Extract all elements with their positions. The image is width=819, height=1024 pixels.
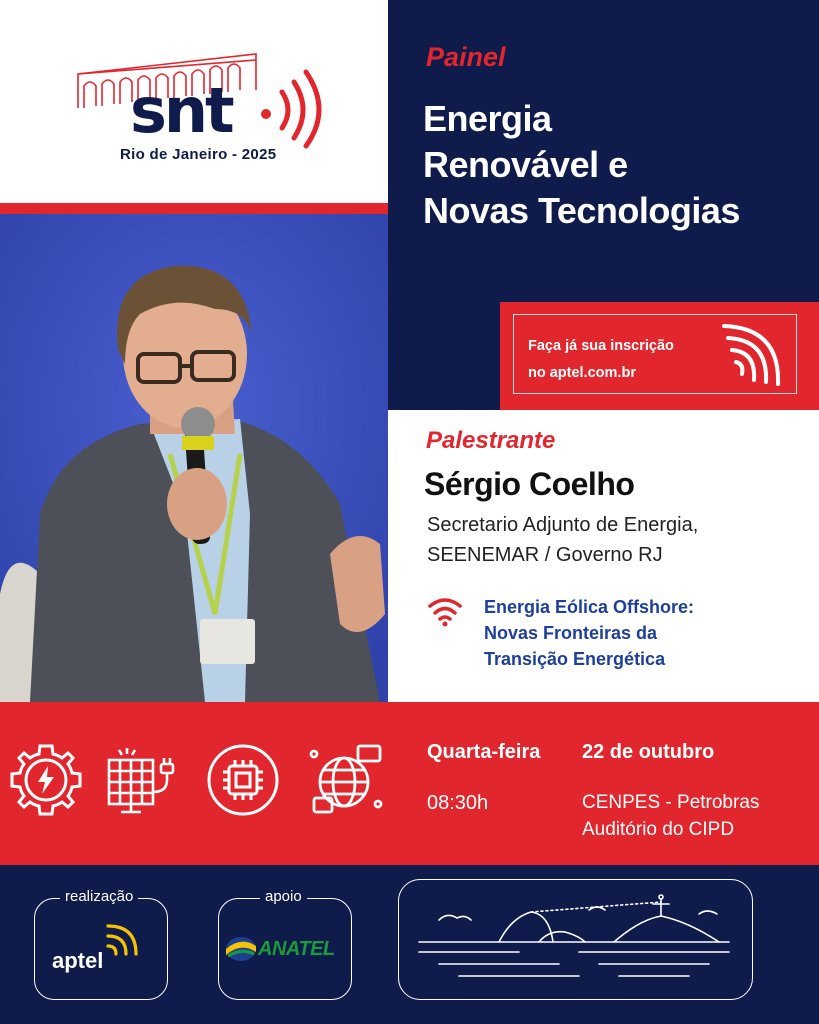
event-date: 22 de outubro bbox=[582, 741, 715, 763]
logo-subtitle: Rio de Janeiro - 2025 bbox=[120, 146, 277, 163]
role-line: SEENEMAR / Governo RJ bbox=[427, 544, 663, 566]
title-line: Energia bbox=[423, 98, 552, 139]
globe-devices-icon bbox=[308, 742, 384, 818]
title-line: Novas Tecnologias bbox=[423, 190, 740, 231]
cta-link[interactable]: no aptel.com.br bbox=[528, 365, 636, 381]
aptel-logo[interactable]: aptel bbox=[52, 948, 104, 973]
event-venue bbox=[582, 789, 759, 843]
anatel-emblem-icon bbox=[224, 934, 258, 964]
venue-line: CENPES - Petrobras bbox=[582, 792, 760, 813]
cta-text[interactable] bbox=[528, 333, 674, 387]
event-logo-panel bbox=[0, 0, 388, 203]
speaker-photo bbox=[0, 214, 388, 702]
snt-logo-icon bbox=[70, 40, 340, 150]
event-day: Quarta-feira bbox=[427, 741, 541, 763]
wifi-signal-icon bbox=[427, 596, 463, 628]
title-line: Renovável e bbox=[423, 144, 628, 185]
venue-line: Auditório do CIPD bbox=[582, 819, 735, 840]
signal-waves-icon bbox=[718, 322, 784, 388]
panel-title bbox=[423, 96, 740, 234]
speaker-role bbox=[427, 510, 698, 570]
event-time: 08:30h bbox=[427, 792, 489, 814]
topic-line: Energia Eólica Offshore: bbox=[484, 597, 695, 617]
aptel-signal-icon bbox=[104, 918, 146, 958]
speaker-kicker: Palestrante bbox=[426, 427, 556, 454]
role-line: Secretario Adjunto de Energia, bbox=[427, 514, 699, 536]
speaker-name: Sérgio Coelho bbox=[424, 466, 635, 502]
svg-text:snt: snt bbox=[130, 74, 232, 147]
microchip-icon bbox=[205, 742, 281, 818]
solar-panel-plug-icon bbox=[105, 742, 181, 818]
rio-skyline-icon bbox=[399, 880, 751, 998]
organizer-caption: realização bbox=[60, 888, 138, 905]
speaker-portrait-illustration bbox=[0, 214, 388, 702]
rio-skyline-frame bbox=[398, 879, 753, 1000]
divider-stripe bbox=[0, 203, 388, 214]
cta-line: Faça já sua inscrição bbox=[528, 338, 674, 354]
topic-line: Transição Energética bbox=[484, 649, 666, 669]
talk-topic bbox=[484, 594, 694, 672]
anatel-logo[interactable]: ANATEL bbox=[258, 938, 335, 960]
topic-line: Novas Fronteiras da bbox=[484, 623, 658, 643]
panel-kicker: Painel bbox=[426, 42, 506, 72]
supporter-caption: apoio bbox=[260, 888, 307, 905]
gear-energy-icon bbox=[8, 742, 84, 818]
